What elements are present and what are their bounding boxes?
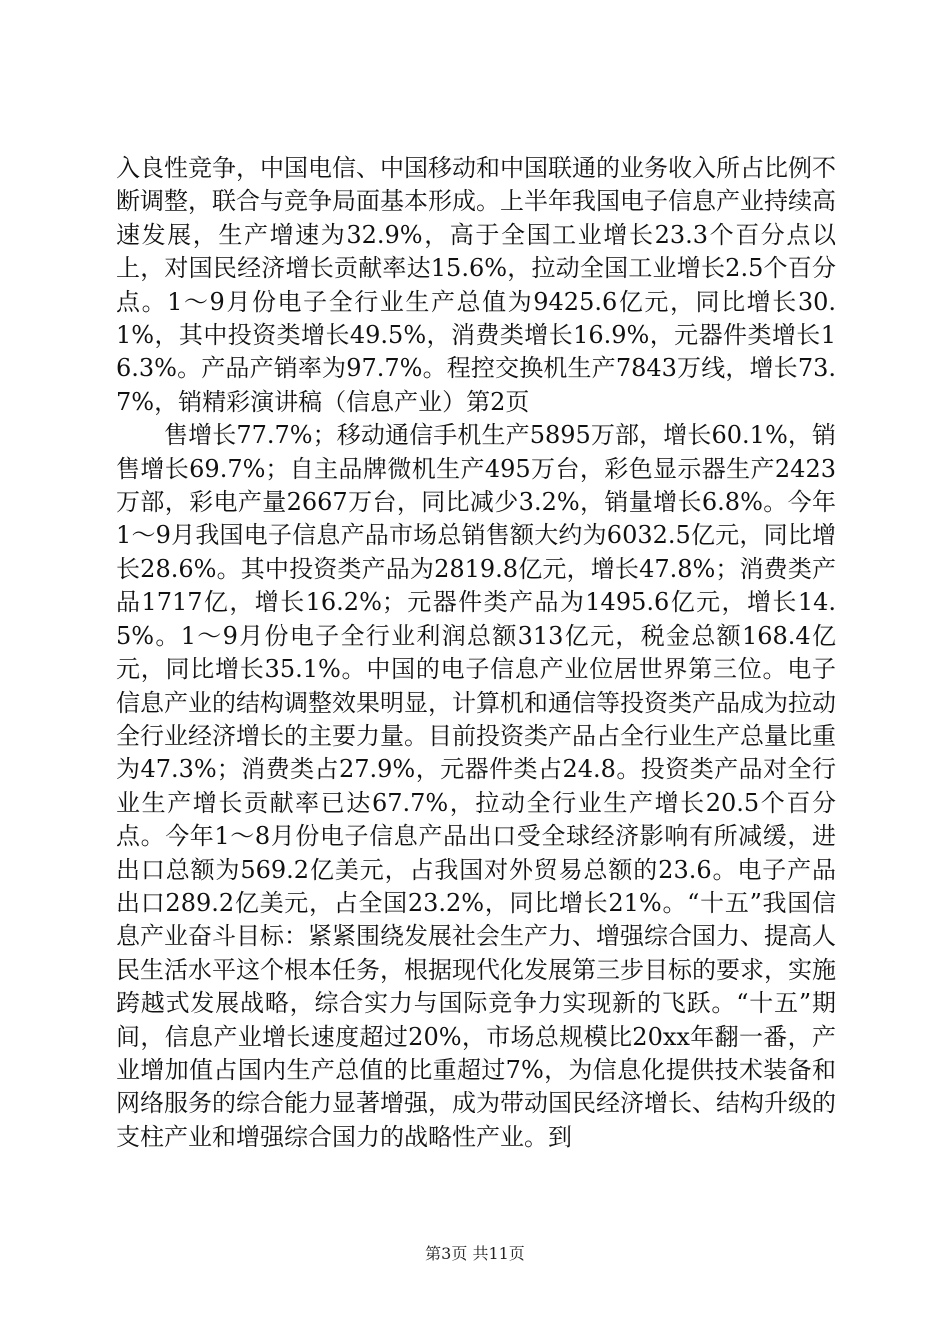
paragraph-indented: 售增长77.7%；移动通信手机生产5895万部，增长60.1%，销售增长69.7%；自主品牌微机生产495万台，彩色显示器生产2423万部，彩电产量2667万台，同比减少3.2%，销量增长6.8%。今年1～9月我国电子信息产品市场总销售额大约为6032.5亿元，同比增长28.6%。其中投资类产品为2819.8亿元，增长47.8%；消费类产品1717亿，增长16.2%；元器件类产品为1495.6亿元，增长14.5%。1～9月份电子全行业利润总额313亿元，税金总额168.4亿元，同比增长35.1%。中国的电子信息产业位居世界第三位。电子信息产业的结构调整效果明显，计算机和通信等投资类产品成为拉动全行业经济增长的主要力量。目前投资类产品占全行业生产总量比重为47.3%；消费类占27.9%，元器件类占24.8。投资类产品对全行业生产增长贡献率已达67.7%，拉动全行业生产增长20.5个百分点。今年1～8月份电子信息产品出口受全球经济影响有所减缓，进出口总额为569.2亿美元，占我国对外贸易总额的23.6。电子产品出口289.2亿美元，占全国23.2%，同比增长21%。“十五”我国信息产业奋斗目标：紧紧围绕发展社会生产力、增强综合国力、提高人民生活水平这个根本任务，根据现代化发展第三步目标的要求，实施跨越式发展战略，综合实力与国际竞争力实现新的飞跃。“十五”期间，信息产业增长速度超过20%，市场总规模比20xx年翻一番，产业增加值占国内生产总值的比重超过7%，为信息化提供技术装备和网络服务的综合能力显著增强，成为带动国民经济增长、结构升级的支柱产业和增强综合国力的战略性产业。到 xyxy=(116,421,836,1151)
page-number-footer: 第3页 共11页 xyxy=(425,1244,525,1263)
body-text xyxy=(116,152,836,1154)
paragraph-continued: 入良性竞争，中国电信、中国移动和中国联通的业务收入所占比例不断调整，联合与竞争局面基本形成。上半年我国电子信息产业持续高速发展，生产增速为32.9%，高于全国工业增长23.3个百分点以上，对国民经济增长贡献率达15.6%，拉动全国工业增长2.5个百分点。1～9月份电子全行业生产总值为9425.6亿元，同比增长30.1%，其中投资类增长49.5%，消费类增长16.9%，元器件类增长16.3%。产品产销率为97.7%。程控交换机生产7843万线，增长73.7%，销精彩演讲稿（信息产业）第2页 xyxy=(116,154,836,416)
